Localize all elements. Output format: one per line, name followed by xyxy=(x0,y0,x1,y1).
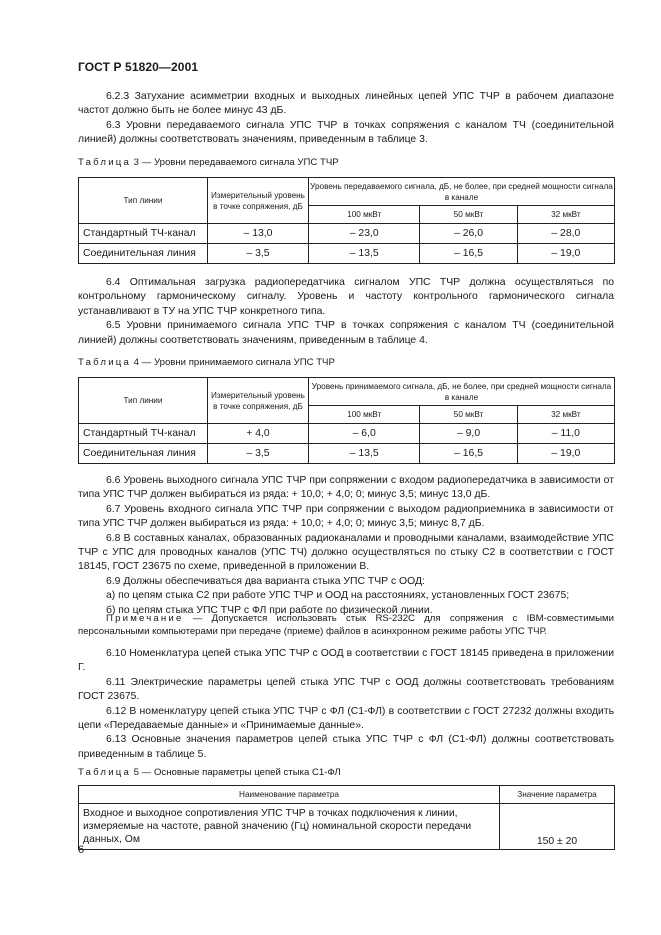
header-line-type: Тип линии xyxy=(79,178,208,224)
paragraph-6-8: 6.8 В составных каналах, образованных радиоканалами и проводными каналами, взаимодействие УПС ТЧР с УПС для проводных каналов (УПС ТЧ) должно осуществляться по стыку С2 в соответствии с ГОСТ 18145, ГОСТ 23675 по схеме, приведенной в приложении В. xyxy=(78,532,614,573)
table-word: Таблица xyxy=(78,157,132,168)
cell-value: – 16,5 xyxy=(420,244,517,264)
header-signal-level-group: Уровень передаваемого сигнала, дБ, не более, при средней мощности сигнала в канале xyxy=(309,178,615,206)
note-text: — Допускается использовать стык RS-232C для сопряжения с IBM-совместимыми персональными компьютерами при передаче (приеме) файлов в асинхронном режиме работы УПС ТЧР. xyxy=(78,613,614,637)
table-3-caption xyxy=(78,157,339,168)
page-number: 6 xyxy=(78,844,85,856)
section-6-4-6-5 xyxy=(78,276,614,348)
paragraph-6-6: 6.6 Уровень выходного сигнала УПС ТЧР при сопряжении с входом радиопередатчика в зависимости от типа УПС ТЧР должен выбираться из ряда: + 10,0; + 4,0; 0; минус 3,5; минус 13,0 дБ. xyxy=(78,475,614,501)
cell-value: – 13,0 xyxy=(208,224,309,244)
section-6-2-3-6-3 xyxy=(78,90,614,148)
header-signal-level-group: Уровень принимаемого сигнала, дБ, не более, при средней мощности сигнала в канале xyxy=(309,378,615,406)
cell-value: – 26,0 xyxy=(420,224,517,244)
paragraph-6-11: 6.11 Электрические параметры цепей стыка УПС ТЧР с ООД должны соответствовать требованиям ГОСТ 23675. xyxy=(78,676,614,703)
header-100uw: 100 мкВт xyxy=(309,406,420,424)
cell-parameter-name: Входное и выходное сопротивления УПС ТЧР в точках подключения к линии, измеряемые на частоте, равной значению (Гц) номинальной скорости передачи данных, Ом xyxy=(79,804,500,850)
paragraph-6-5: 6.5 Уровни принимаемого сигнала УПС ТЧР в точках сопряжения с каналом ТЧ (соединительной линией) должны соответствовать значениям, приведенным в таблице 4. xyxy=(78,320,614,346)
table-5-caption xyxy=(78,767,341,778)
list-item-a: а) по цепям стыка С2 при работе УПС ТЧР и ООД на расстояниях, установленных ГОСТ 23675; xyxy=(106,590,570,602)
table-4-caption xyxy=(78,357,335,368)
header-measuring-level: Измерительный уровень в точке сопряжения, дБ xyxy=(208,178,309,224)
header-parameter-value: Значение параметра xyxy=(500,786,615,804)
table-title: 3 — Уровни передаваемого сигнала УПС ТЧР xyxy=(131,157,339,168)
cell-line-type: Стандартный ТЧ-канал xyxy=(79,224,208,244)
cell-value: – 13,5 xyxy=(309,444,420,464)
section-6-6-6-9 xyxy=(78,474,614,618)
section-6-10-6-13 xyxy=(78,647,614,762)
cell-value: + 4,0 xyxy=(208,424,309,444)
cell-value: – 28,0 xyxy=(517,224,614,244)
paragraph-6-3: 6.3 Уровни передаваемого сигнала УПС ТЧР в точках сопряжения с каналом ТЧ (соединительной линией) должны соответствовать значениям, приведенным в таблице 3. xyxy=(78,119,614,146)
table-3 xyxy=(78,177,615,264)
paragraph-6-9: 6.9 Должны обеспечиваться два варианта стыка УПС ТЧР с ООД: xyxy=(106,575,425,587)
table-row xyxy=(79,244,615,264)
table-4 xyxy=(78,377,615,464)
paragraph-6-7: 6.7 Уровень входного сигнала УПС ТЧР при сопряжении с выходом радиоприемника в зависимости от типа УПС ТЧР должен выбираться из ряда: + 10,0; + 4,0; 0; минус 3,5; минус 8,7 дБ. xyxy=(78,503,614,530)
paragraph-6-10: 6.10 Номенклатура цепей стыка УПС ТЧР с ООД в соответствии с ГОСТ 18145 приведена в приложении Г. xyxy=(78,648,614,674)
cell-value: – 13,5 xyxy=(309,244,420,264)
header-32uw: 32 мкВт xyxy=(517,206,614,224)
table-row xyxy=(79,224,615,244)
header-parameter-name: Наименование параметра xyxy=(79,786,500,804)
table-title: 5 — Основные параметры цепей стыка С1-ФЛ xyxy=(131,767,341,778)
cell-line-type: Стандартный ТЧ-канал xyxy=(79,424,208,444)
header-measuring-level: Измерительный уровень в точке сопряжения, дБ xyxy=(208,378,309,424)
table-word: Таблица xyxy=(78,767,132,778)
paragraph-6-13: 6.13 Основные значения параметров цепей стыка УПС ТЧР с ФЛ (С1-ФЛ) должны соответствовать приведенным в таблице 5. xyxy=(78,734,614,760)
cell-line-type: Соединительная линия xyxy=(79,244,208,264)
cell-value: – 6,0 xyxy=(309,424,420,444)
cell-value: – 19,0 xyxy=(517,444,614,464)
document-header: ГОСТ Р 51820—2001 xyxy=(78,60,199,74)
paragraph-6-2-3: 6.2.3 Затухание асимметрии входных и выходных линейных цепей УПС ТЧР в рабочем диапазоне частот должно быть не более минус 43 дБ. xyxy=(78,91,614,117)
header-50uw: 50 мкВт xyxy=(420,406,517,424)
header-100uw: 100 мкВт xyxy=(309,206,420,224)
cell-value: – 11,0 xyxy=(517,424,614,444)
table-5 xyxy=(78,785,615,850)
cell-value: – 3,5 xyxy=(208,244,309,264)
cell-value: – 3,5 xyxy=(208,444,309,464)
table-row xyxy=(79,424,615,444)
cell-value: – 19,0 xyxy=(517,244,614,264)
cell-value: – 9,0 xyxy=(420,424,517,444)
header-line-type: Тип линии xyxy=(79,378,208,424)
note-label: Примечание xyxy=(106,613,184,624)
note xyxy=(78,612,614,638)
cell-value: – 16,5 xyxy=(420,444,517,464)
header-50uw: 50 мкВт xyxy=(420,206,517,224)
table-row xyxy=(79,444,615,464)
table-title: 4 — Уровни принимаемого сигнала УПС ТЧР xyxy=(131,357,335,368)
header-32uw: 32 мкВт xyxy=(517,406,614,424)
cell-line-type: Соединительная линия xyxy=(79,444,208,464)
paragraph-6-12: 6.12 В номенклатуру цепей стыка УПС ТЧР с ФЛ (С1-ФЛ) в соответствии с ГОСТ 27232 должны входить цепи «Передаваемые данные» и «Принимаемые данные». xyxy=(78,705,614,732)
cell-value: – 23,0 xyxy=(309,224,420,244)
table-row xyxy=(79,804,615,850)
paragraph-6-4: 6.4 Оптимальная загрузка радиопередатчика сигналом УПС ТЧР должна осуществляться по контрольному гармоническому сигналу. Уровень и частоту контрольного гармонического сигнала устанавливают в ТУ на УПС ТЧР конкретного типа. xyxy=(78,277,614,317)
table-word: Таблица xyxy=(78,357,132,368)
list-item-b: б) по цепям стыка УПС ТЧР с ФЛ при работе по физической линии. xyxy=(106,604,433,616)
cell-parameter-value: 150 ± 20 xyxy=(500,804,615,850)
